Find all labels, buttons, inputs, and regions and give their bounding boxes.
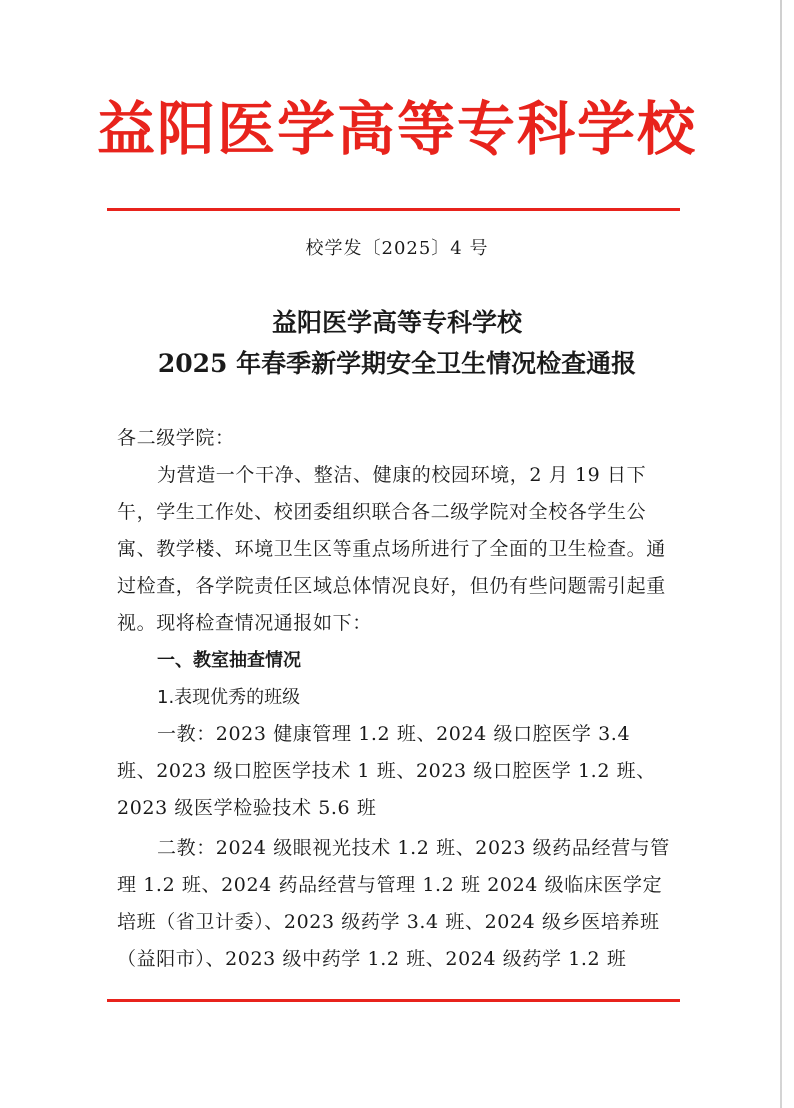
section-heading-classroom-inspection: 一、教室抽查情况: [157, 650, 301, 671]
red-divider-top: [107, 208, 680, 211]
teaching-building-2-list: 二教：2024 级眼视光技术 1.2 班、2023 级药品经营与管理 1.2 班、2024 药品经营与管理 1.2 班 2024 级临床医学定培班（省卫计委）、2023 级药学 3.4 班、2024 级乡医培养班（益阳市）、2023 级中药学 1.2 班、2024 级药学 1.2 班: [117, 837, 670, 970]
masthead-school-name: 益阳医学高等专科学校: [96, 95, 697, 163]
salutation: 各二级学院：: [117, 427, 235, 449]
teaching-building-1-list: 一教：2023 健康管理 1.2 班、2024 级口腔医学 3.4 班、2023 级口腔医学技术 1 班、2023 级口腔医学 1.2 班、2023 级医学检验技术 5.6 班: [117, 723, 656, 819]
red-divider-bottom: [107, 999, 680, 1002]
title-line-2: 2025 年春季新学期安全卫生情况检查通报: [157, 349, 637, 378]
document-number: 校学发〔2025〕4 号: [305, 238, 489, 259]
intro-paragraph: 为营造一个干净、整洁、健康的校园环境，2 月 19 日下午，学生工作处、校团委组织联合各二级学院对全校各学生公寓、教学楼、环境卫生区等重点场所进行了全面的卫生检查。通过检查，各学院责任区域总体情况良好，但仍有些问题需引起重视。现将检查情况通报如下：: [117, 464, 666, 634]
title-line-1: 益阳医学高等专科学校: [271, 308, 522, 337]
scan-edge-line: [780, 0, 782, 1108]
subsection-heading-excellent-classes: 1.表现优秀的班级: [157, 687, 301, 708]
